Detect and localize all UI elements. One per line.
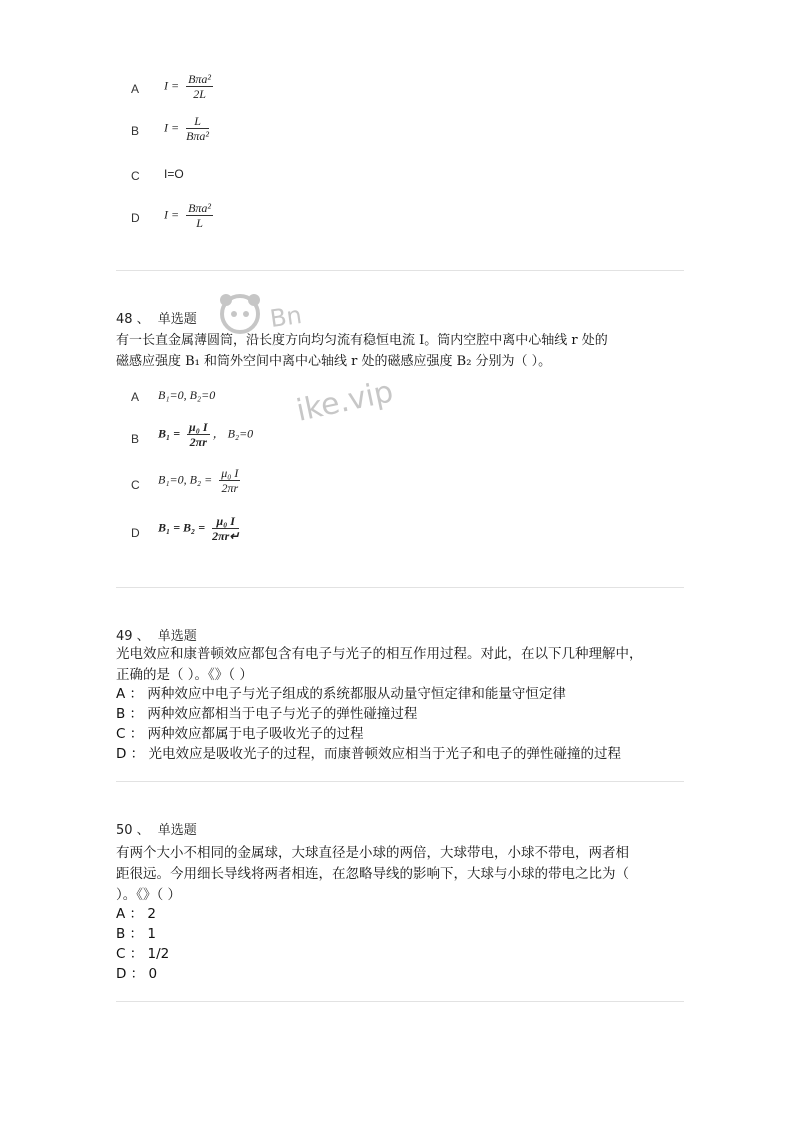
option-formula[interactable]: I = $\frac{\text{Bπa²}}{2L}$ [164, 72, 212, 101]
option-b[interactable]: B ： 两种效应都相当于电子与光子的弹性碰撞过程 [116, 706, 418, 722]
question-text: 有两个大小不相同的金属球，大球直径是小球的两倍，大球带电，小球不带电，两者相 距很远。今用细长导线将两者相连，在忽略导线的影响下，大球与小球的带电之比为（ ）。《》（ ） [116, 845, 629, 903]
divider [116, 270, 684, 271]
divider [116, 587, 684, 588]
option-letter: D [131, 526, 140, 540]
option-a[interactable]: A ： 两种效应中电子与光子组成的系统都服从动量守恒定律和能量守恒定律 [116, 686, 566, 702]
question-text: 有一长直金属薄圆筒，沿长度方向均匀流有稳恒电流 I。筒内空腔中离中心轴线 r 处的 磁感应强度 B₁ 和筒外空间中离中心轴线 r 处的磁感应强度 B₂ 分别为（ ）。 [116, 333, 608, 369]
option-letter: C [131, 478, 140, 492]
option-formula[interactable]: B₁=0, B₂=0 [158, 388, 216, 402]
option-formula[interactable]: I=O [164, 167, 184, 181]
option-d[interactable]: D ： 0 [116, 966, 158, 982]
option-c[interactable]: C ： 1/2 [116, 946, 170, 962]
option-formula[interactable]: B₁=0, B₂ = $\frac{\text{μ₀ I}}{2\pi r}$ [158, 466, 239, 495]
question-header: 49 、 单选题 [116, 629, 197, 644]
option-letter: B [131, 124, 140, 138]
option-c[interactable]: C ： 两种效应都属于电子吸收光子的过程 [116, 726, 364, 742]
option-formula[interactable]: B₁ = $\frac{\text{μ₀ I}}{2\pi r}$ ， B₂=0 [158, 420, 254, 449]
option-letter: A [131, 390, 140, 404]
option-letter: B [131, 432, 140, 446]
option-formula[interactable]: B₁ = B₂ = $\frac{\text{μ₀ I}}{2\pi r↵}$ [158, 514, 240, 543]
option-letter: A [131, 82, 140, 96]
option-a[interactable]: A ： 2 [116, 906, 156, 922]
option-d[interactable]: D ： 光电效应是吸收光子的过程，而康普顿效应相当于光子和电子的弹性碰撞的过程 [116, 746, 621, 762]
divider [116, 781, 684, 782]
question-text: 光电效应和康普顿效应都包含有电子与光子的相互作用过程。对此，在以下几种理解中， 正确的是（ ）。《》（ ） [116, 646, 643, 683]
question-header: 48 、 单选题 [116, 312, 197, 327]
watermark-text: ike.vip [293, 374, 397, 429]
option-letter: D [131, 211, 140, 225]
divider [116, 1001, 684, 1002]
option-letter: C [131, 169, 140, 183]
watermark-text: Bn [268, 300, 304, 334]
option-formula[interactable]: I = $\frac{L}{\text{Bπa²}}$ [164, 114, 210, 143]
option-formula[interactable]: I = $\frac{\text{Bπa²}}{L}$ [164, 201, 212, 230]
option-b[interactable]: B ： 1 [116, 926, 156, 942]
question-header: 50 、 单选题 [116, 823, 197, 838]
